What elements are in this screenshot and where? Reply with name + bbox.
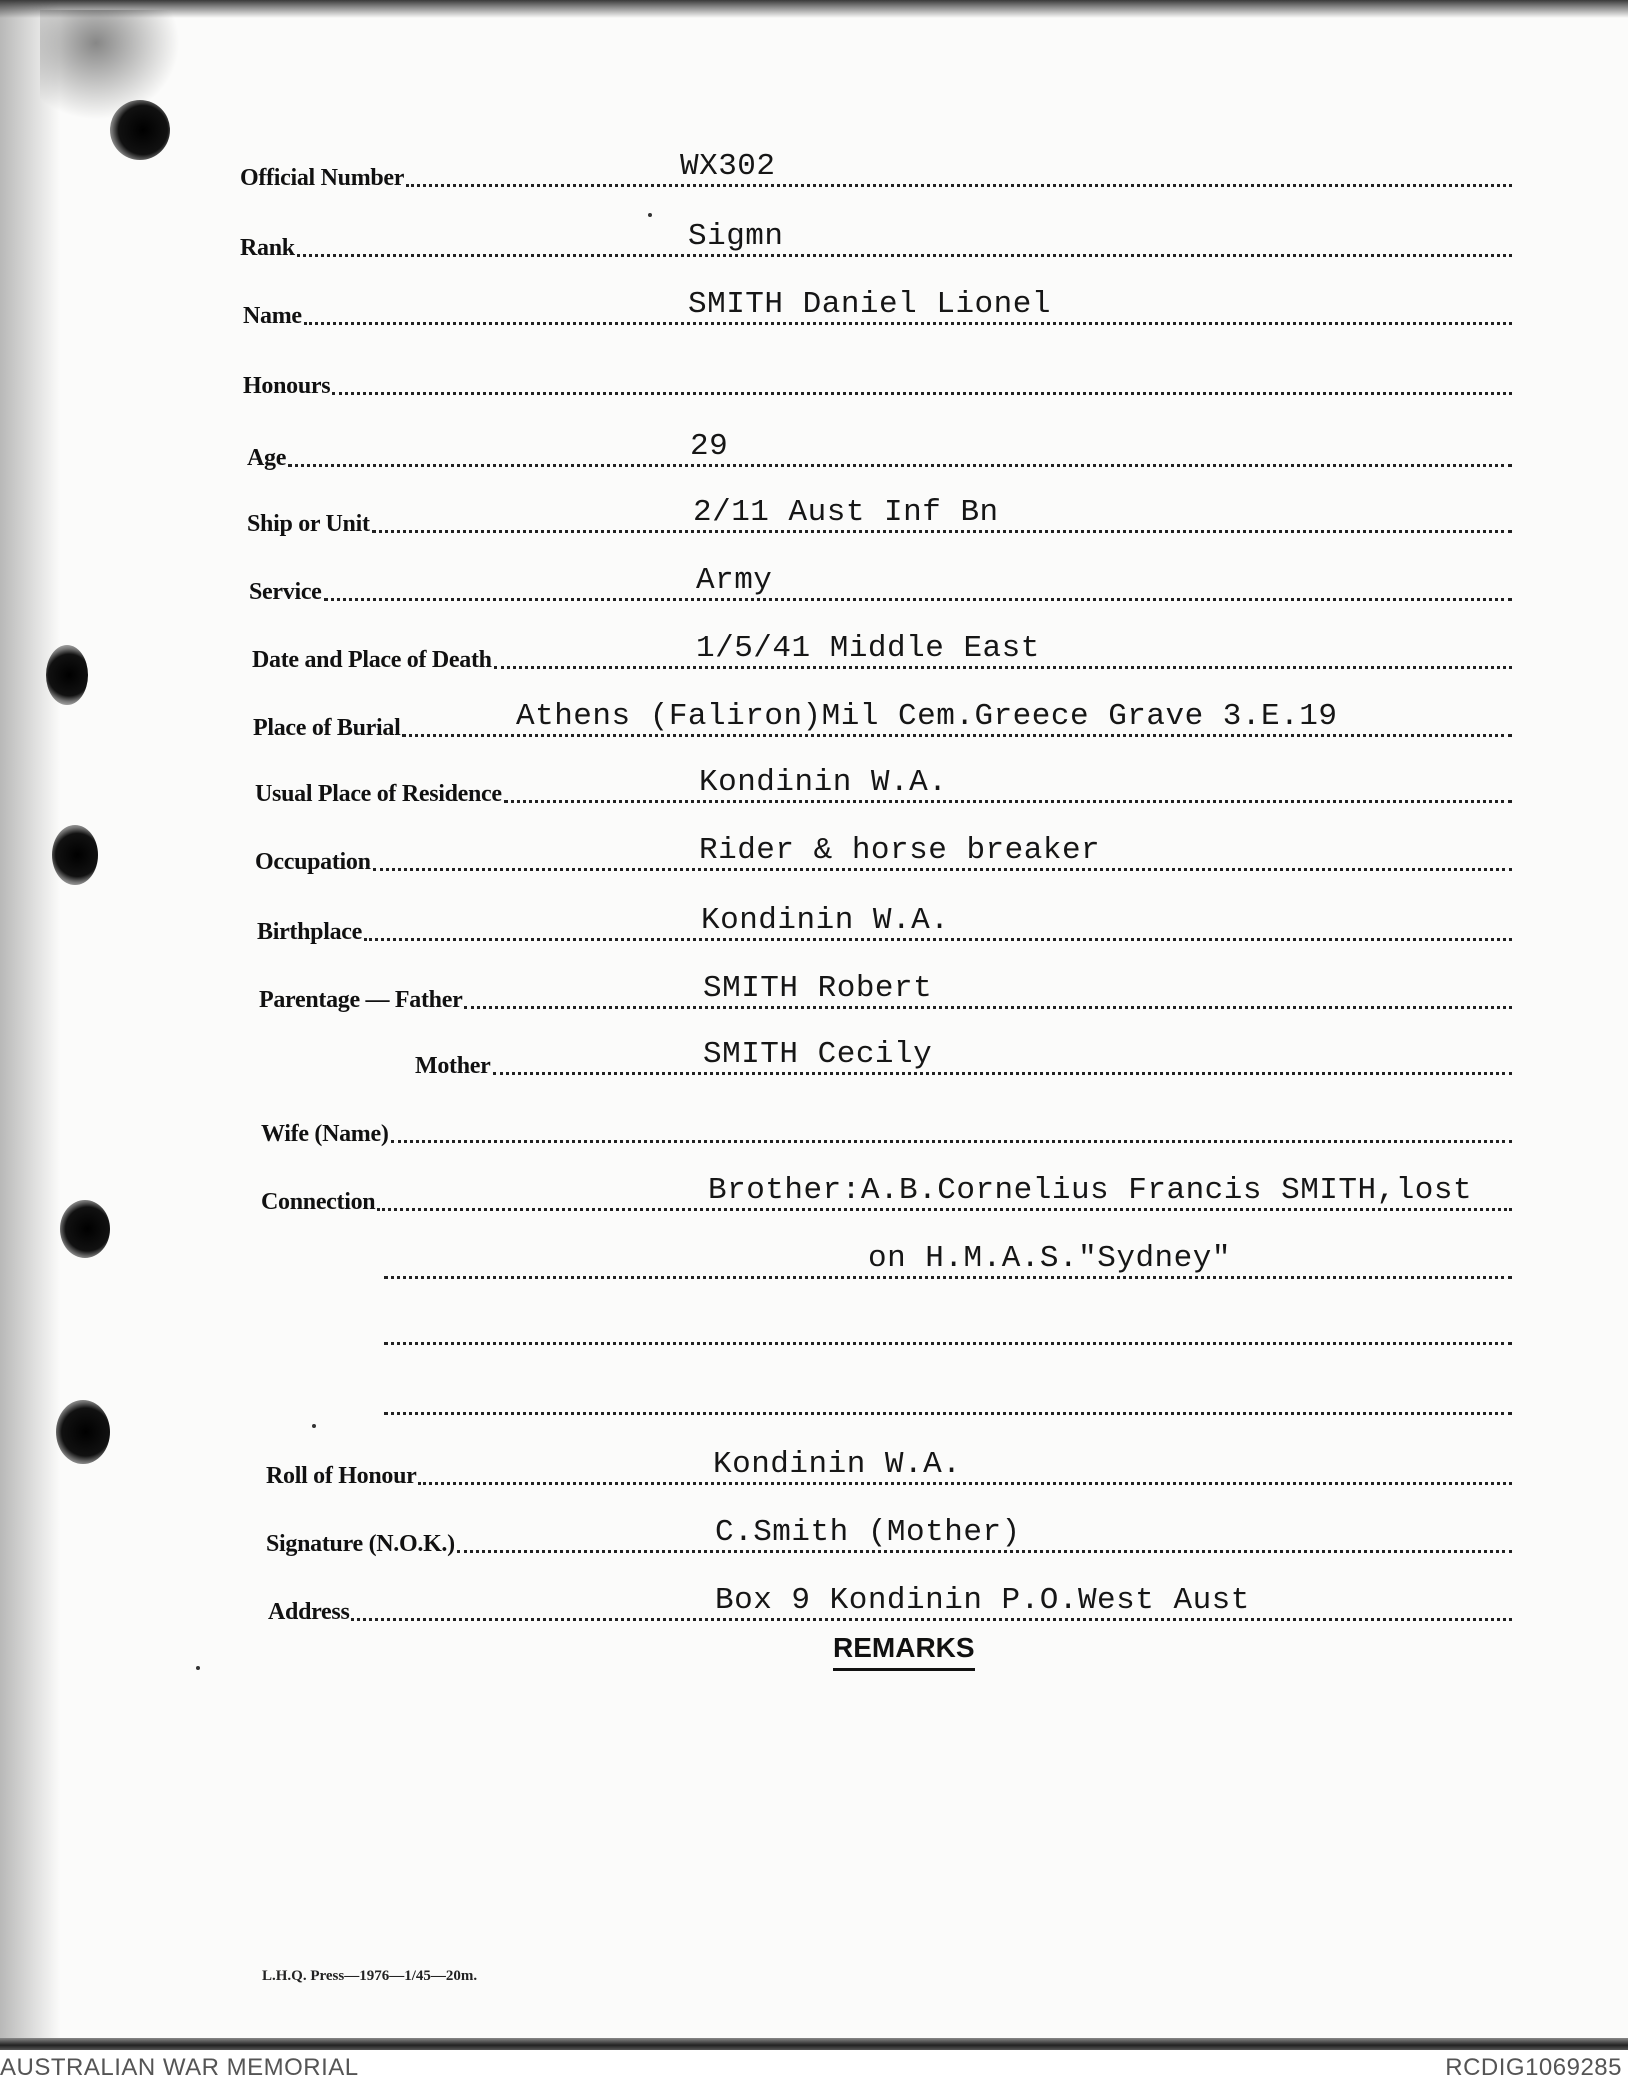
field-label-usual-residence: Usual Place of Residence xyxy=(255,781,502,807)
field-value-ship-or-unit: 2/11 Aust Inf Bn xyxy=(693,495,999,530)
dotted-line xyxy=(377,1208,1512,1211)
field-value-date-place-death: 1/5/41 Middle East xyxy=(696,631,1040,666)
field-label-birthplace: Birthplace xyxy=(257,919,362,945)
dotted-line xyxy=(304,322,1512,325)
field-age xyxy=(0,429,1628,472)
field-honours xyxy=(0,360,1628,400)
field-service xyxy=(0,563,1628,606)
field-connection-3 xyxy=(0,1310,1628,1350)
field-place-of-burial xyxy=(0,699,1628,742)
field-rank xyxy=(0,219,1628,262)
field-address xyxy=(0,1583,1628,1626)
field-value-age: 29 xyxy=(690,429,729,464)
dotted-line xyxy=(402,734,1512,737)
field-label-service: Service xyxy=(249,579,322,605)
field-mother xyxy=(0,1037,1628,1080)
dotted-line xyxy=(297,254,1512,257)
dotted-line xyxy=(332,392,1512,395)
field-label-date-place-death: Date and Place of Death xyxy=(252,647,492,673)
dotted-line xyxy=(324,598,1512,601)
scan-top-edge xyxy=(0,0,1628,18)
field-label-name: Name xyxy=(243,303,302,329)
field-label-occupation: Occupation xyxy=(255,849,371,875)
field-usual-residence xyxy=(0,765,1628,808)
dotted-line xyxy=(457,1550,1512,1553)
field-value-father: SMITH Robert xyxy=(703,971,933,1006)
field-value-rank: Sigmn xyxy=(688,219,784,254)
field-connection-4 xyxy=(0,1380,1628,1420)
field-value-place-of-burial: Athens (Faliron)Mil Cem.Greece Grave 3.E.19 xyxy=(516,699,1338,734)
dotted-line xyxy=(494,666,1512,669)
field-label-rank: Rank xyxy=(240,235,295,261)
scan-speck xyxy=(312,1424,316,1428)
field-label-address: Address xyxy=(268,1599,350,1625)
dotted-line xyxy=(406,184,1512,187)
field-wife xyxy=(0,1108,1628,1148)
field-value-official-number: WX302 xyxy=(680,149,776,184)
dotted-line xyxy=(391,1140,1512,1143)
field-roll-of-honour xyxy=(0,1447,1628,1490)
punch-hole-1 xyxy=(110,100,170,160)
field-label-age: Age xyxy=(247,445,287,471)
field-value-connection-2: on H.M.A.S."Sydney" xyxy=(868,1241,1231,1276)
scan-corner-smudge xyxy=(40,10,180,120)
dotted-line xyxy=(384,1342,1512,1345)
footer-record-id: RCDIG1069285 xyxy=(1445,2054,1622,2081)
field-value-mother: SMITH Cecily xyxy=(703,1037,933,1072)
scan-speck xyxy=(648,213,652,217)
field-label-official-number: Official Number xyxy=(240,165,405,191)
scan-bottom-edge xyxy=(0,2038,1628,2050)
dotted-line xyxy=(372,530,1512,533)
dotted-line xyxy=(351,1618,1512,1621)
field-official-number xyxy=(0,149,1628,192)
dotted-line xyxy=(288,464,1512,467)
field-value-roll-of-honour: Kondinin W.A. xyxy=(713,1447,962,1482)
field-connection-2 xyxy=(0,1241,1628,1284)
field-ship-or-unit xyxy=(0,495,1628,538)
field-value-usual-residence: Kondinin W.A. xyxy=(699,765,948,800)
field-value-occupation: Rider & horse breaker xyxy=(699,833,1101,868)
field-value-connection: Brother:A.B.Cornelius Francis SMITH,lost xyxy=(708,1173,1473,1208)
field-father xyxy=(0,971,1628,1014)
field-label-ship-or-unit: Ship or Unit xyxy=(247,511,370,537)
field-label-signature: Signature (N.O.K.) xyxy=(266,1531,455,1557)
dotted-line xyxy=(384,1276,1512,1279)
remarks-heading: REMARKS xyxy=(833,1632,975,1671)
press-note: L.H.Q. Press—1976—1/45—20m. xyxy=(262,1968,478,1984)
field-value-address: Box 9 Kondinin P.O.West Aust xyxy=(715,1583,1250,1618)
field-value-birthplace: Kondinin W.A. xyxy=(701,903,950,938)
field-birthplace xyxy=(0,903,1628,946)
dotted-line xyxy=(384,1412,1512,1415)
dotted-line xyxy=(373,868,1512,871)
field-signature xyxy=(0,1515,1628,1558)
field-label-honours: Honours xyxy=(243,373,331,399)
dotted-line xyxy=(364,938,1512,941)
field-label-place-of-burial: Place of Burial xyxy=(253,715,401,741)
dotted-line xyxy=(464,1006,1512,1009)
dotted-line xyxy=(493,1072,1513,1075)
footer-institution: AUSTRALIAN WAR MEMORIAL xyxy=(0,2054,359,2081)
field-name xyxy=(0,287,1628,330)
dotted-line xyxy=(504,800,1512,803)
field-label-roll-of-honour: Roll of Honour xyxy=(266,1463,417,1489)
field-value-name: SMITH Daniel Lionel xyxy=(688,287,1051,322)
dotted-line xyxy=(418,1482,1512,1485)
field-connection xyxy=(0,1173,1628,1216)
field-label-father: Parentage — Father xyxy=(259,987,463,1013)
field-value-signature: C.Smith (Mother) xyxy=(715,1515,1021,1550)
field-date-place-death xyxy=(0,631,1628,674)
field-label-mother: Mother xyxy=(415,1053,491,1079)
field-value-service: Army xyxy=(696,563,773,598)
field-occupation xyxy=(0,833,1628,876)
scan-speck xyxy=(196,1666,200,1670)
field-label-connection: Connection xyxy=(261,1189,376,1215)
field-label-wife: Wife (Name) xyxy=(261,1121,389,1147)
